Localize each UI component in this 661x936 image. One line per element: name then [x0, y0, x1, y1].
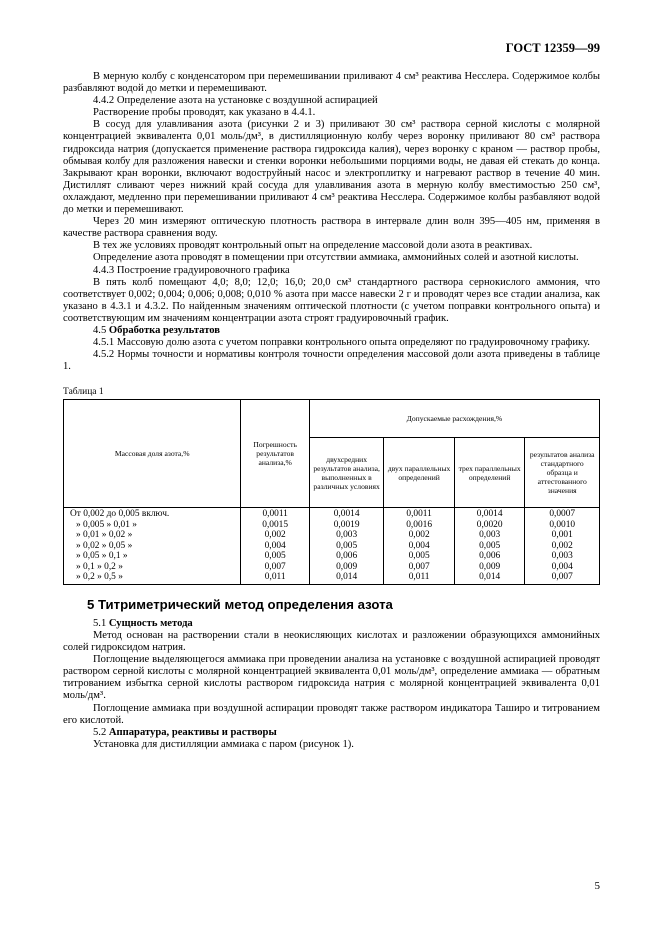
col-three-parallel: [454, 508, 525, 585]
section-heading-4-5: [63, 325, 600, 337]
table-cell: От 0,002 до 0,005 включ.: [70, 509, 170, 520]
table-cell: » 0,02 » 0,05 »: [76, 540, 133, 551]
table-cell: 0,009: [336, 561, 358, 572]
table-cell: 0,006: [336, 551, 358, 562]
section-heading-5-2: [63, 727, 600, 739]
col-two-averages: [309, 508, 383, 585]
text-block-c: [63, 618, 600, 751]
section-5-heading: 5 Титриметрический метод определения азота: [87, 596, 393, 612]
table-cell: 0,001: [551, 530, 573, 541]
heading-title: Сущность метода: [108, 617, 193, 629]
table-cell: 0,0011: [406, 509, 432, 520]
table-cell: 0,0010: [549, 519, 576, 530]
subsection-heading: 4.4.3 Построение градуировочного графика: [93, 264, 290, 276]
header-group: Допускаемые расхождения,%: [309, 400, 599, 438]
table-cell: 0,011: [408, 572, 430, 583]
table-cell: 0,003: [551, 551, 573, 562]
table-cell: » 0,01 » 0,02 »: [76, 530, 133, 541]
paragraph: В мерную колбу с конденсатором при перемешивании приливают 4 см³ реактива Несслера. Содержимое колбы разбавляют водой до метки и перемешивают.: [63, 71, 600, 95]
table-cell: 0,002: [408, 530, 430, 541]
table-cell: » 0,1 » 0,2 »: [76, 561, 123, 572]
col-two-parallel: [384, 508, 455, 585]
paragraph: Растворение пробы проводят, как указано в 4.4.1.: [93, 107, 316, 119]
mass-column: [64, 508, 241, 585]
table-cell: 0,007: [551, 572, 573, 583]
header-sub: результатов анализа стандартного образца и аттестованного значения: [525, 438, 600, 508]
paragraph: 4.5.1 Массовую долю азота с учетом поправки контрольного опыта определяют по градуировочному графику.: [93, 337, 590, 349]
table-cell: 0,009: [479, 561, 501, 572]
table-cell: » 0,05 » 0,1 »: [76, 551, 128, 562]
paragraph: Поглощение выделяющегося аммиака при проведении анализа на установке с воздушной аспирацией проводят раствором серной кислоты с молярной концентрацией эквивалента 0,01 моль/дм³, определение аммиака — обратным титрованием избытка серной кислоты раствором гидроксида натрия с молярной концентрацией эквивалента 0,01 моль/дм³.: [63, 654, 600, 702]
paragraph: Определение азота проводят в помещении при отсутствии аммиака, аммонийных солей и азотной кислоты.: [93, 252, 579, 264]
paragraph: В пять колб помещают 4,0; 8,0; 12,0; 16,0; 20,0 см³ стандартного раствора сернокислого аммония, что соответствует 0,002; 0,004; 0,006; 0,008; 0,010 % азота при массе навески 2 г и проводят через все стадии анализа, как указано в 4.3.1 и 4.3.2. По найденным значениям оптической плотности (с учетом поправки контрольного опыта) и соответствующим им значениям концентрации азота строят градуировочный график.: [63, 276, 600, 324]
table-cell: 0,0011: [262, 509, 288, 520]
paragraph: Установка для дистилляции аммиака с паром (рисунок 1).: [93, 738, 354, 750]
page-number: 5: [594, 880, 600, 892]
heading-title: Обработка результатов: [108, 324, 221, 336]
table-cell: 0,014: [336, 572, 358, 583]
table-cell: 0,002: [264, 530, 286, 541]
accuracy-table: [63, 399, 600, 585]
table-cell: » 0,005 » 0,01 »: [76, 519, 137, 530]
table-cell: 0,005: [408, 551, 430, 562]
heading-title: Аппаратура, реактивы и растворы: [108, 726, 277, 738]
subsection-heading: 4.4.2 Определение азота на установке с воздушной аспирацией: [93, 95, 378, 107]
paragraph: 4.5.2 Нормы точности и нормативы контроля точности определения массовой доли азота приведены в таблице 1.: [63, 349, 600, 373]
table-cell: » 0,2 » 0,5 »: [76, 572, 123, 583]
table-cell: 0,004: [408, 540, 430, 551]
table-cell: 0,003: [336, 530, 358, 541]
table-cell: 0,0019: [333, 519, 360, 530]
table-cell: 0,0007: [549, 509, 576, 520]
text-block-a: [63, 71, 600, 373]
col-standard-sample: [525, 508, 600, 585]
page-content: [63, 71, 600, 751]
table-cell: 0,006: [479, 551, 501, 562]
table-cell: 0,011: [264, 572, 286, 583]
header-sub: двухсредних результатов анализа, выполненных в различных условиях: [309, 438, 383, 508]
header-mass: Массовая доля азота,%: [64, 400, 241, 508]
error-column: [241, 508, 310, 585]
table-cell: 0,007: [264, 561, 286, 572]
table-cell: 0,007: [408, 561, 430, 572]
table-cell: 0,0014: [476, 509, 503, 520]
table-cell: 0,014: [479, 572, 501, 583]
table-cell: 0,005: [479, 540, 501, 551]
heading-number: 5.2: [93, 726, 107, 738]
header-sub: двух параллельных определений: [384, 438, 455, 508]
heading-number: 5.1: [93, 617, 107, 629]
section-heading-5-1: [63, 618, 600, 630]
paragraph: Поглощение аммиака при воздушной аспирации проводят также раствором индикатора Таширо и титрованием его кислотой.: [63, 702, 600, 726]
table-cell: 0,004: [551, 561, 573, 572]
table-cell: 0,0020: [476, 519, 503, 530]
paragraph: В сосуд для улавливания азота (рисунки 2 и 3) приливают 30 см³ раствора серной кислоты с молярной концентрацией эквивалента 0,01 моль/дм³, в дистилляционную колбу через воронку приливают 80 см³ раствора гидроксида натрия (допускается применение раствора гидроксида калия), через воронку с краном — раствор пробы, обмывая колбу для разложения навески и стенки воронки небольшими порциями воды, не давая ей стекать до конца. Закрывают кран воронки, включают водоструйный насос и электроплитку и нагревают раствор в течение 40 мин. Дистиллят сливают через нижний край сосуда для улавливания азота в мерную колбу вместимостью 250 см³, охлаждают, медленно при перемешивании приливают 4 см³ реактива Несслера. Содержимое колбы разбавляют водой до метки и перемешивают.: [63, 119, 600, 216]
table-cell: 0,0016: [406, 519, 432, 530]
table-cell: 0,005: [264, 551, 286, 562]
table-cell: 0,0014: [333, 509, 360, 520]
table-cell: 0,002: [551, 540, 573, 551]
table-caption: Таблица 1: [63, 387, 104, 398]
header-sub: трех параллельных определений: [454, 438, 525, 508]
paragraph: Через 20 мин измеряют оптическую плотность раствора в интервале длин волн 395—405 нм, применяя в качестве раствора сравнения воду.: [63, 216, 600, 240]
paragraph: В тех же условиях проводят контрольный опыт на определение массовой доли азота в реактивах.: [93, 240, 533, 252]
header-error: Погрешность результатов анализа,%: [241, 400, 310, 508]
table-cell: 0,0015: [262, 519, 289, 530]
heading-number: 4.5: [93, 324, 107, 336]
paragraph: Метод основан на растворении стали в неокисляющих кислотах и разложении образующихся аммонийных солей гидроксидом натрия.: [63, 629, 600, 654]
document-code: ГОСТ 12359—99: [505, 41, 600, 55]
table-cell: 0,004: [264, 540, 286, 551]
table-cell: 0,005: [336, 540, 358, 551]
table-cell: 0,003: [479, 530, 501, 541]
